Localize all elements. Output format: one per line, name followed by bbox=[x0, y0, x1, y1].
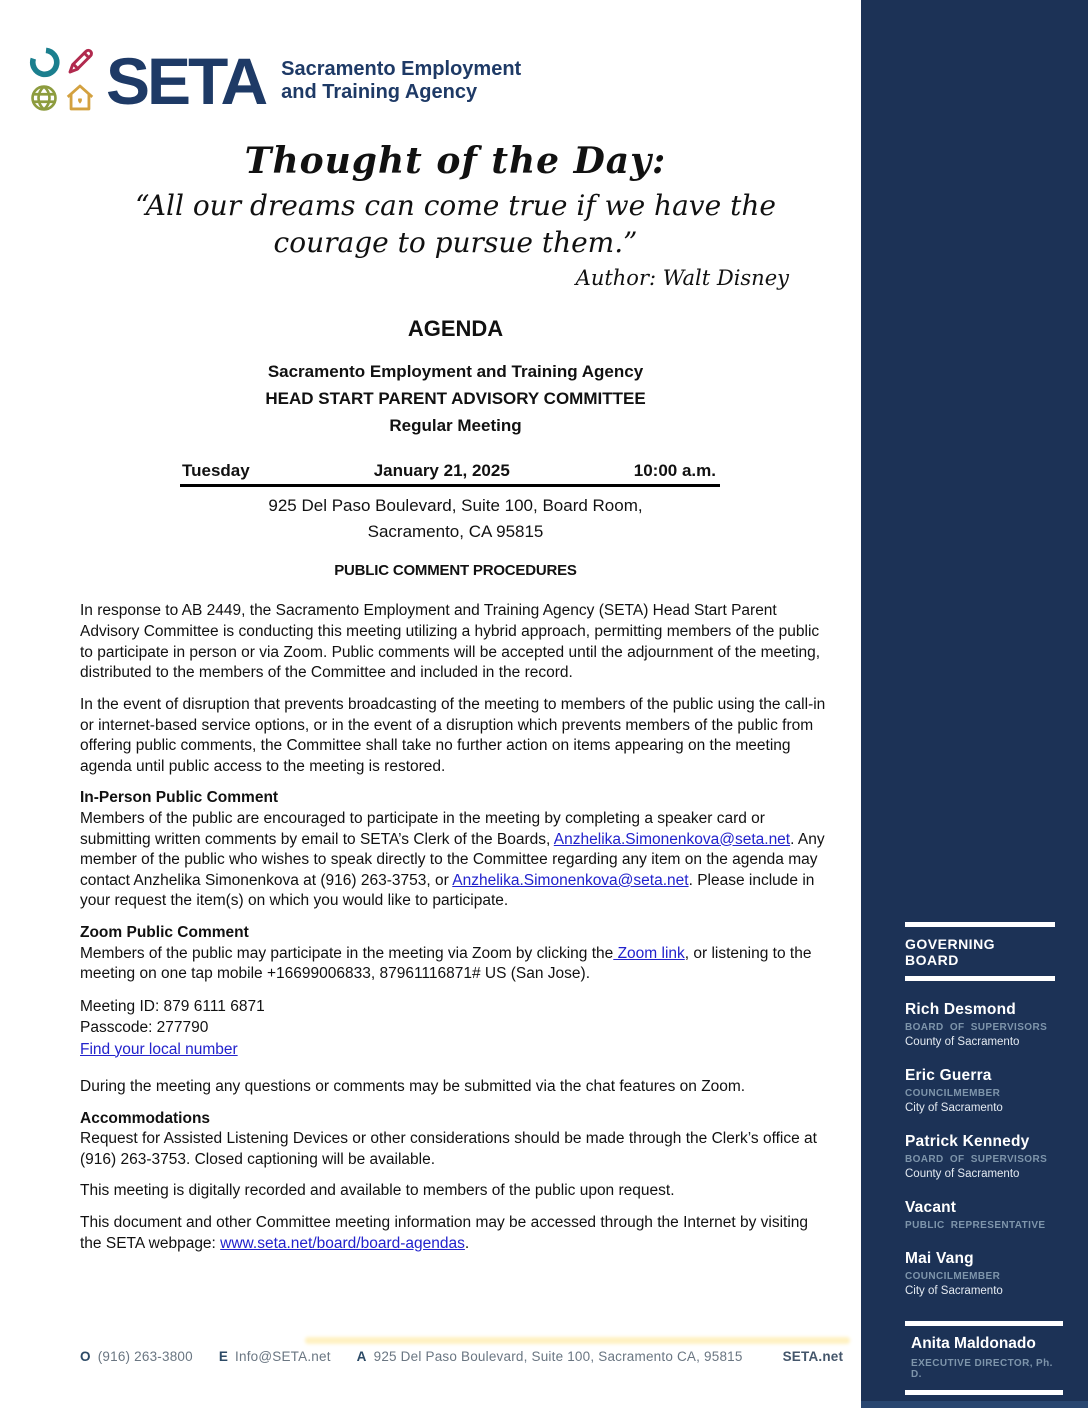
footer-email-label: E bbox=[218, 1349, 229, 1364]
board-member bbox=[905, 1067, 1070, 1114]
in-person-comment-paragraph bbox=[80, 809, 831, 912]
footer-office-label: O bbox=[80, 1349, 91, 1364]
zoom-comment-heading: Zoom Public Comment bbox=[80, 924, 249, 941]
member-name: Eric Guerra bbox=[905, 1067, 992, 1084]
meeting-type: Regular Meeting bbox=[389, 416, 522, 436]
recording-paragraph: This meeting is digitally recorded and available to members of the public upon request. bbox=[80, 1182, 675, 1200]
circle-icon bbox=[28, 46, 62, 80]
footer-address: 925 Del Paso Boulevard, Suite 100, Sacramento CA, 95815 bbox=[373, 1349, 743, 1364]
logo-tagline-line1: Sacramento Employment bbox=[281, 58, 522, 80]
agency-name: Sacramento Employment and Training Agency bbox=[267, 361, 644, 381]
clerk-email-link-2[interactable]: Anzhelika.Simonenkova@seta.net bbox=[452, 871, 689, 889]
governing-board-header bbox=[905, 922, 1055, 981]
logo-icon-grid bbox=[28, 46, 98, 116]
in-person-text-2: . Any member of the public who wishes to speak directly to the Committee regarding any item on the agenda may contact Anzhelika Simonenkova at (916) 263-3753, or bbox=[80, 830, 825, 889]
procedures-paragraph-2: In the event of disruption that prevents broadcasting of the meeting to members of the public using the call-in or internet-based service options, or in the event of a disruption which prevents members of the public from offering public comments, the Committee shall take no further action on items appearing on the meeting agenda until public access to the meeting is restored. bbox=[80, 695, 826, 775]
logo-tagline-line2: and Training Agency bbox=[281, 81, 478, 103]
member-name: Mai Vang bbox=[905, 1250, 974, 1267]
in-person-text-1: Members of the public are encouraged to participate in the meeting by completing a speaker card or submitting written comments by email to SETA’s Clerk of the Boards, bbox=[80, 809, 765, 848]
public-comment-procedures-heading: PUBLIC COMMENT PROCEDURES bbox=[334, 562, 577, 580]
zoom-meeting-id: Meeting ID: 879 6111 6871 bbox=[80, 997, 265, 1015]
logo-wordmark: SETA bbox=[106, 43, 266, 118]
meeting-time: 10:00 a.m. bbox=[633, 461, 716, 481]
meeting-day: Tuesday bbox=[182, 461, 250, 481]
accommodations-heading: Accommodations bbox=[80, 1109, 211, 1127]
footer-email: Info@SETA.net bbox=[235, 1349, 331, 1364]
find-local-number-link[interactable]: Find your local number bbox=[80, 1040, 238, 1058]
webpage-text: This document and other Committee meeting information may be accessed through the Internet by visiting the SETA webpage: bbox=[80, 1214, 809, 1252]
member-name: Vacant bbox=[905, 1199, 957, 1216]
member-role: COUNCILMEMBER bbox=[905, 1271, 1001, 1282]
meeting-location-line1: 925 Del Paso Boulevard, Suite 100, Board Room, bbox=[268, 496, 643, 516]
board-member bbox=[905, 1250, 1070, 1297]
governing-board-title: GOVERNING BOARD bbox=[905, 936, 996, 968]
board-member-list bbox=[905, 1001, 1070, 1297]
zoom-link[interactable]: Zoom link bbox=[613, 944, 685, 962]
member-name: Rich Desmond bbox=[905, 1001, 1016, 1018]
webpage-period: . bbox=[464, 1234, 470, 1252]
member-org: City of Sacramento bbox=[905, 1102, 1003, 1114]
seta-logo bbox=[28, 43, 831, 118]
pencil-icon bbox=[64, 46, 98, 80]
meeting-location bbox=[80, 493, 831, 544]
member-role: PUBLIC REPRESENTATIVE bbox=[905, 1220, 1046, 1231]
meeting-header-block bbox=[80, 358, 831, 440]
footer-website: SETA.net bbox=[782, 1349, 844, 1364]
zoom-passcode: Passcode: 277790 bbox=[80, 1019, 209, 1037]
agenda-heading: AGENDA bbox=[407, 315, 504, 341]
executive-director-block bbox=[905, 1321, 1063, 1395]
director-role: EXECUTIVE DIRECTOR, Ph. D. bbox=[911, 1358, 1053, 1380]
thought-of-the-day-title: Thought of the Day: bbox=[244, 140, 667, 182]
logo-tagline bbox=[281, 58, 521, 104]
procedures-paragraph-1: In response to AB 2449, the Sacramento Employment and Training Agency (SETA) Head Start Parent Advisory Committee is conducting this meeting utilizing a hybrid approach, permitting members of the public to participate in person or via Zoom. Public comments will be accepted until the adjournment of the meeting, distributed to the members of the Committee and included in the record. bbox=[80, 602, 821, 682]
zoom-comment-paragraph bbox=[80, 944, 831, 985]
globe-icon bbox=[28, 82, 62, 116]
zoom-text-2: , or listening to the meeting on one tap mobile +16699006833, 87961116871# US (San Jose). bbox=[80, 944, 812, 983]
director-name: Anita Maldonado bbox=[911, 1335, 1036, 1352]
webpage-paragraph bbox=[80, 1213, 831, 1254]
scan-artifact bbox=[305, 1337, 850, 1344]
board-member bbox=[905, 1001, 1070, 1048]
member-org: County of Sacramento bbox=[905, 1168, 1020, 1180]
board-member bbox=[905, 1199, 1070, 1231]
member-role: BOARD OF SUPERVISORS bbox=[905, 1022, 1048, 1033]
accommodations-paragraph: Request for Assisted Listening Devices or other considerations should be made through the Clerk’s office at (916) 263-3753. Closed captioning will be available. bbox=[80, 1130, 817, 1168]
footer-address-label: A bbox=[356, 1349, 367, 1364]
chat-note-paragraph: During the meeting any questions or comments may be submitted via the chat features on Zoom. bbox=[80, 1077, 746, 1095]
board-member bbox=[905, 1133, 1070, 1180]
meeting-date-line bbox=[180, 461, 720, 487]
footer-phone: (916) 263-3800 bbox=[97, 1349, 193, 1364]
sidebar-bottom-strip bbox=[861, 1401, 1088, 1408]
clerk-email-link-1[interactable]: Anzhelika.Simonenkova@seta.net bbox=[553, 830, 791, 848]
contact-footer bbox=[80, 1349, 844, 1364]
zoom-credentials bbox=[80, 996, 831, 1060]
governing-board-sidebar bbox=[861, 0, 1088, 1408]
zoom-text-1: Members of the public may participate in the meeting via Zoom by clicking the bbox=[80, 944, 614, 962]
meeting-date: January 21, 2025 bbox=[373, 461, 510, 481]
member-role: BOARD OF SUPERVISORS bbox=[905, 1154, 1048, 1165]
house-heart-icon bbox=[64, 82, 98, 116]
quote-text: “All our dreams can come true if we have the courage to pursue them.” bbox=[135, 189, 776, 259]
in-person-text-3: . Please include in your request the item(s) on which you would like to participate. bbox=[80, 871, 815, 910]
committee-name: HEAD START PARENT ADVISORY COMMITTEE bbox=[265, 389, 646, 409]
member-name: Patrick Kennedy bbox=[905, 1133, 1030, 1150]
in-person-comment-heading: In-Person Public Comment bbox=[80, 789, 279, 807]
meeting-location-line2: Sacramento, CA 95815 bbox=[367, 521, 544, 541]
member-org: City of Sacramento bbox=[905, 1285, 1003, 1297]
member-role: COUNCILMEMBER bbox=[905, 1088, 1001, 1099]
quote-author: Author: Walt Disney bbox=[575, 265, 789, 290]
board-agendas-link[interactable]: www.seta.net/board/board-agendas bbox=[220, 1234, 465, 1252]
member-org: County of Sacramento bbox=[905, 1036, 1020, 1048]
